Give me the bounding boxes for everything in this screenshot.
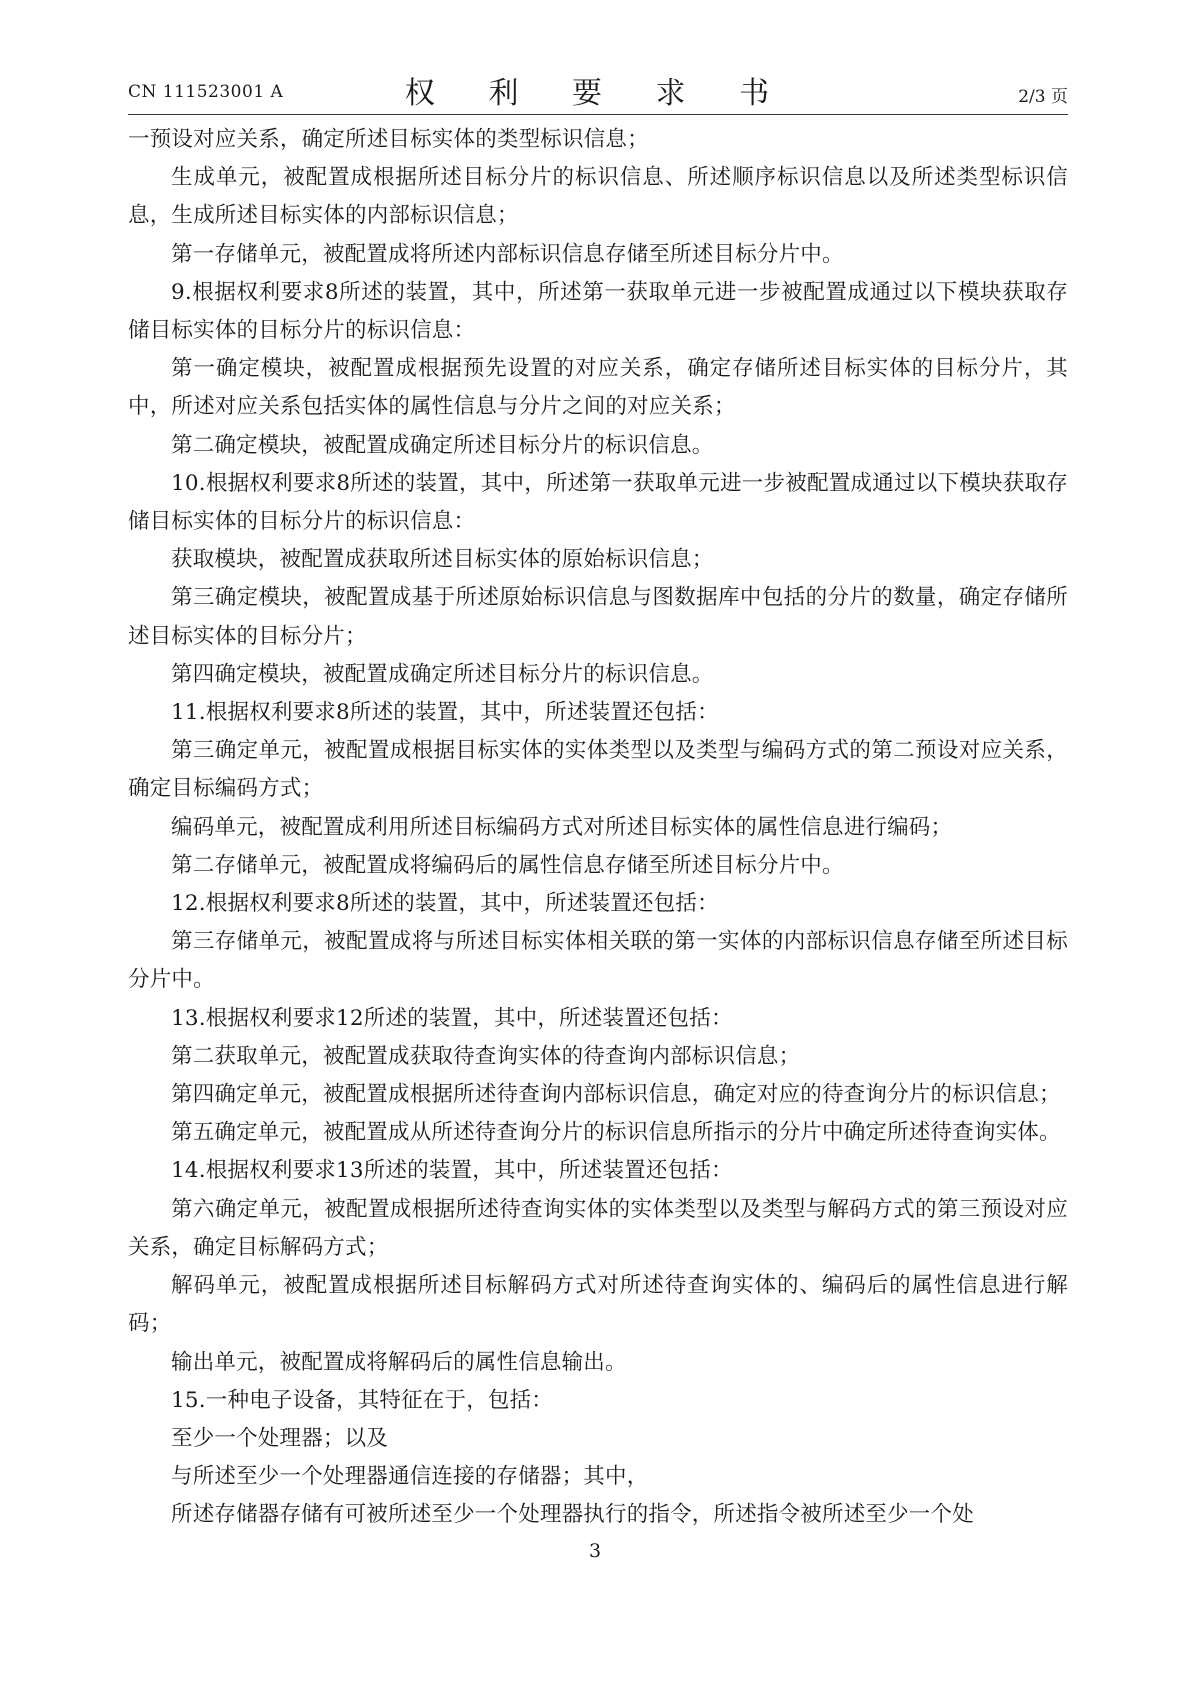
claim-paragraph: 输出单元，被配置成将解码后的属性信息输出。 — [171, 1349, 627, 1375]
claim-paragraph: 13.根据权利要求12所述的装置，其中，所述装置还包括： — [171, 1005, 733, 1031]
document-title: 权 利 要 求 书 — [404, 76, 792, 111]
claim-paragraph: 15.一种电子设备，其特征在于，包括： — [171, 1387, 553, 1413]
claim-paragraph: 第二存储单元，被配置成将编码后的属性信息存储至所述目标分片中。 — [171, 852, 844, 878]
claim-paragraph: 12.根据权利要求8所述的装置，其中，所述装置还包括： — [171, 891, 719, 917]
claim-paragraph: 获取模块，被配置成获取所述目标实体的原始标识信息； — [171, 547, 714, 573]
claims-body — [128, 121, 1068, 1535]
claim-paragraph: 编码单元，被配置成利用所述目标编码方式对所述目标实体的属性信息进行编码； — [171, 814, 953, 840]
claim-paragraph: 第五确定单元，被配置成从所述待查询分片的标识信息所指示的分片中确定所述待查询实体。 — [171, 1120, 1061, 1146]
page-header — [128, 66, 1068, 114]
claim-paragraph: 解码单元，被配置成根据所述目标解码方式对所述待查询实体的、编码后的属性信息进行解码； — [128, 1273, 1068, 1337]
claim-paragraph: 9.根据权利要求8所述的装置，其中，所述第一获取单元进一步被配置成通过以下模块获取存储目标实体的目标分片的标识信息： — [128, 279, 1068, 344]
patent-number: CN 111523001 A — [128, 82, 284, 102]
claim-paragraph: 第三确定单元，被配置成根据目标实体的实体类型以及类型与编码方式的第二预设对应关系，确定目标编码方式； — [128, 738, 1068, 802]
claim-paragraph: 第二确定模块，被配置成确定所述目标分片的标识信息。 — [171, 432, 714, 458]
header-divider — [128, 114, 1068, 115]
page-number: 3 — [588, 1540, 602, 1562]
claim-paragraph: 第三存储单元，被配置成将与所述目标实体相关联的第一实体的内部标识信息存储至所述目标分片中。 — [128, 929, 1068, 993]
claim-paragraph: 至少一个处理器；以及 — [171, 1425, 389, 1451]
claim-paragraph: 生成单元，被配置成根据所述目标分片的标识信息、所述顺序标识信息以及所述类型标识信息，生成所述目标实体的内部标识信息； — [128, 165, 1068, 229]
claim-paragraph: 第四确定模块，被配置成确定所述目标分片的标识信息。 — [171, 661, 714, 687]
claim-paragraph: 第一确定模块，被配置成根据预先设置的对应关系，确定存储所述目标实体的目标分片，其中，所述对应关系包括实体的属性信息与分片之间的对应关系； — [128, 356, 1068, 420]
claim-paragraph: 第三确定模块，被配置成基于所述原始标识信息与图数据库中包括的分片的数量，确定存储所述目标实体的目标分片； — [128, 585, 1068, 649]
claim-paragraph: 第六确定单元，被配置成根据所述待查询实体的实体类型以及类型与解码方式的第三预设对应关系，确定目标解码方式； — [128, 1196, 1068, 1260]
claim-paragraph: 11.根据权利要求8所述的装置，其中，所述装置还包括： — [171, 700, 719, 726]
page-count: 2/3 页 — [1018, 87, 1068, 107]
claim-paragraph: 第四确定单元，被配置成根据所述待查询内部标识信息，确定对应的待查询分片的标识信息； — [171, 1082, 1061, 1108]
claim-paragraph: 一预设对应关系，确定所述目标实体的类型标识信息； — [128, 127, 649, 152]
claim-paragraph: 第二获取单元，被配置成获取待查询实体的待查询内部标识信息； — [171, 1043, 801, 1069]
claim-paragraph: 14.根据权利要求13所述的装置，其中，所述装置还包括： — [171, 1158, 733, 1184]
claim-paragraph: 所述存储器存储有可被所述至少一个处理器执行的指令，所述指令被所述至少一个处 — [171, 1502, 974, 1528]
claim-paragraph: 第一存储单元，被配置成将所述内部标识信息存储至所述目标分片中。 — [171, 241, 844, 267]
claim-paragraph: 与所述至少一个处理器通信连接的存储器；其中， — [171, 1464, 649, 1490]
claim-paragraph: 10.根据权利要求8所述的装置，其中，所述第一获取单元进一步被配置成通过以下模块获取存储目标实体的目标分片的标识信息： — [128, 470, 1068, 535]
